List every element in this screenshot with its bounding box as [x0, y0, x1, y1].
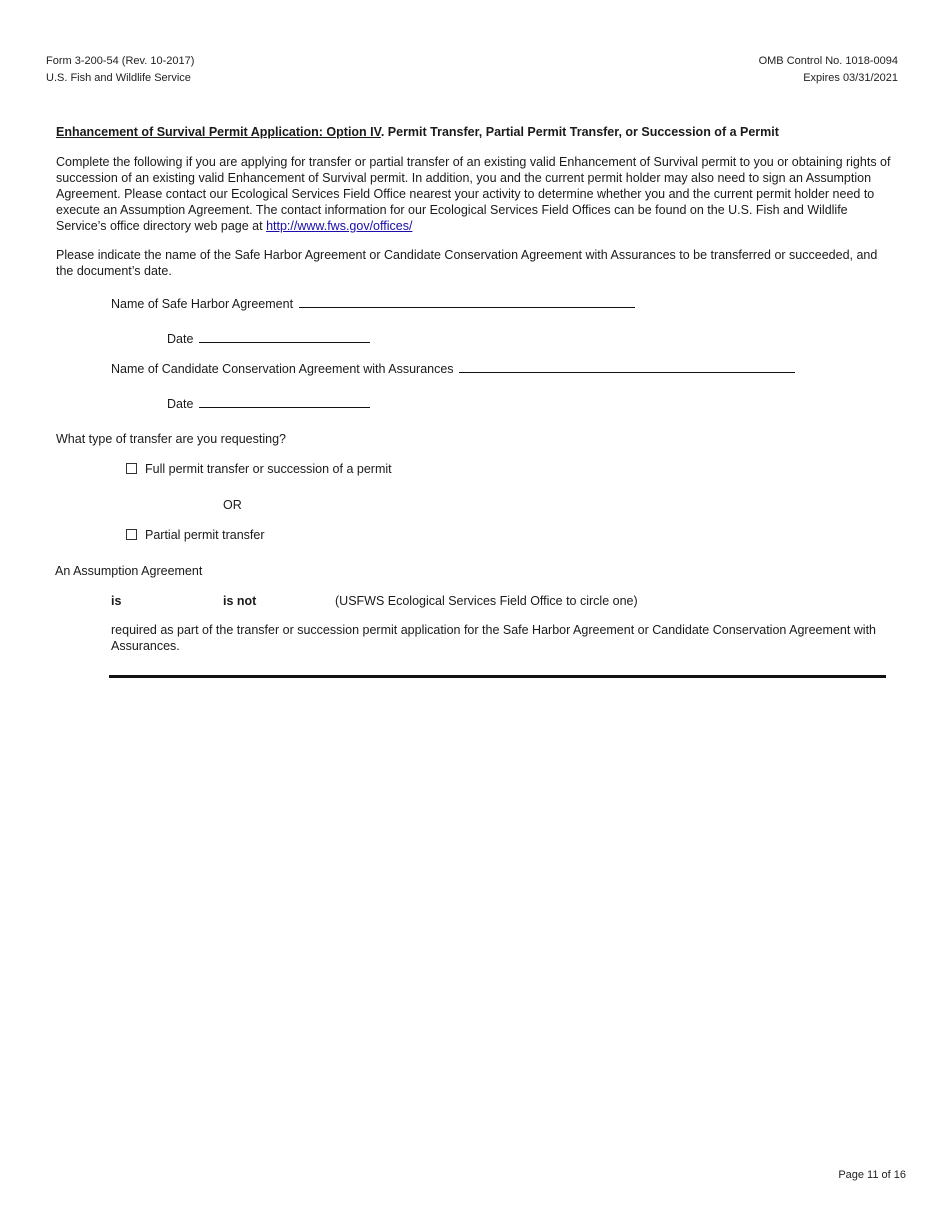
intro-paragraph [56, 154, 896, 234]
full-transfer-checkbox[interactable] [126, 463, 137, 474]
section-title-rest: . Permit Transfer, Partial Permit Transfer, or Succession of a Permit [380, 125, 779, 139]
cca-row [111, 360, 795, 377]
agency-name: U.S. Fish and Wildlife Service [46, 72, 191, 84]
choice-is-not[interactable]: is not [223, 594, 257, 608]
page-number: Page 11 of 16 [838, 1169, 906, 1181]
choice-is[interactable]: is [111, 594, 122, 608]
date-label-2: Date [167, 397, 194, 411]
indicate-paragraph: Please indicate the name of the Safe Harbor Agreement or Candidate Conservation Agreement with Assurances to be transferred or succeeded, and the document’s date. [56, 248, 878, 278]
date-label-1: Date [167, 332, 194, 346]
intro-text: Complete the following if you are applying for transfer or partial transfer of an existing valid Enhancement of Survival permit to you or obtaining rights of succession of an existing valid Enhancement of Survival permit. In addition, you and the current permit holder may also need to sign an Assumption Agreement. Please contact our Ecological Services Field Office nearest your activity to determine whether you and the current permit holder need to execute an Assumption Agreement. The contact information for our Ecological Services Field Offices can be found on the U.S. Fish and Wildlife Service’s office directory web page at [56, 155, 891, 233]
or-text: OR [223, 498, 242, 512]
fws-offices-link[interactable]: http://www.fws.gov/offices/ [266, 219, 413, 233]
safe-harbor-date-field[interactable] [199, 330, 370, 343]
date-row-1 [167, 330, 370, 347]
safe-harbor-row [111, 295, 635, 312]
date-row-2 [167, 395, 370, 412]
section-title-underlined: Enhancement of Survival Permit Application: Option IV [56, 125, 381, 139]
option-full-transfer[interactable] [126, 461, 392, 477]
section-divider [109, 675, 886, 678]
form-header-left [46, 53, 194, 87]
required-text: required as part of the transfer or succession permit application for the Safe Harbor Agreement or Candidate Conservation Agreement with Assurances. [111, 623, 876, 653]
circle-note: (USFWS Ecological Services Field Office to circle one) [335, 594, 638, 608]
expiration-date: Expires 03/31/2021 [803, 72, 898, 84]
safe-harbor-label: Name of Safe Harbor Agreement [111, 297, 294, 311]
partial-transfer-label: Partial permit transfer [145, 528, 265, 542]
partial-transfer-checkbox[interactable] [126, 529, 137, 540]
form-header-right [759, 53, 898, 87]
option-partial-transfer[interactable] [126, 527, 264, 543]
transfer-question: What type of transfer are you requesting? [56, 432, 286, 446]
cca-label: Name of Candidate Conservation Agreement with Assurances [111, 362, 454, 376]
form-number: Form 3-200-54 (Rev. 10-2017) [46, 55, 195, 67]
safe-harbor-name-field[interactable] [299, 295, 635, 308]
assumption-heading: An Assumption Agreement [55, 564, 203, 578]
cca-name-field[interactable] [459, 360, 795, 373]
omb-control-number: OMB Control No. 1018-0094 [758, 55, 898, 67]
full-transfer-label: Full permit transfer or succession of a permit [145, 462, 392, 476]
section-title [56, 125, 779, 139]
cca-date-field[interactable] [199, 395, 370, 408]
